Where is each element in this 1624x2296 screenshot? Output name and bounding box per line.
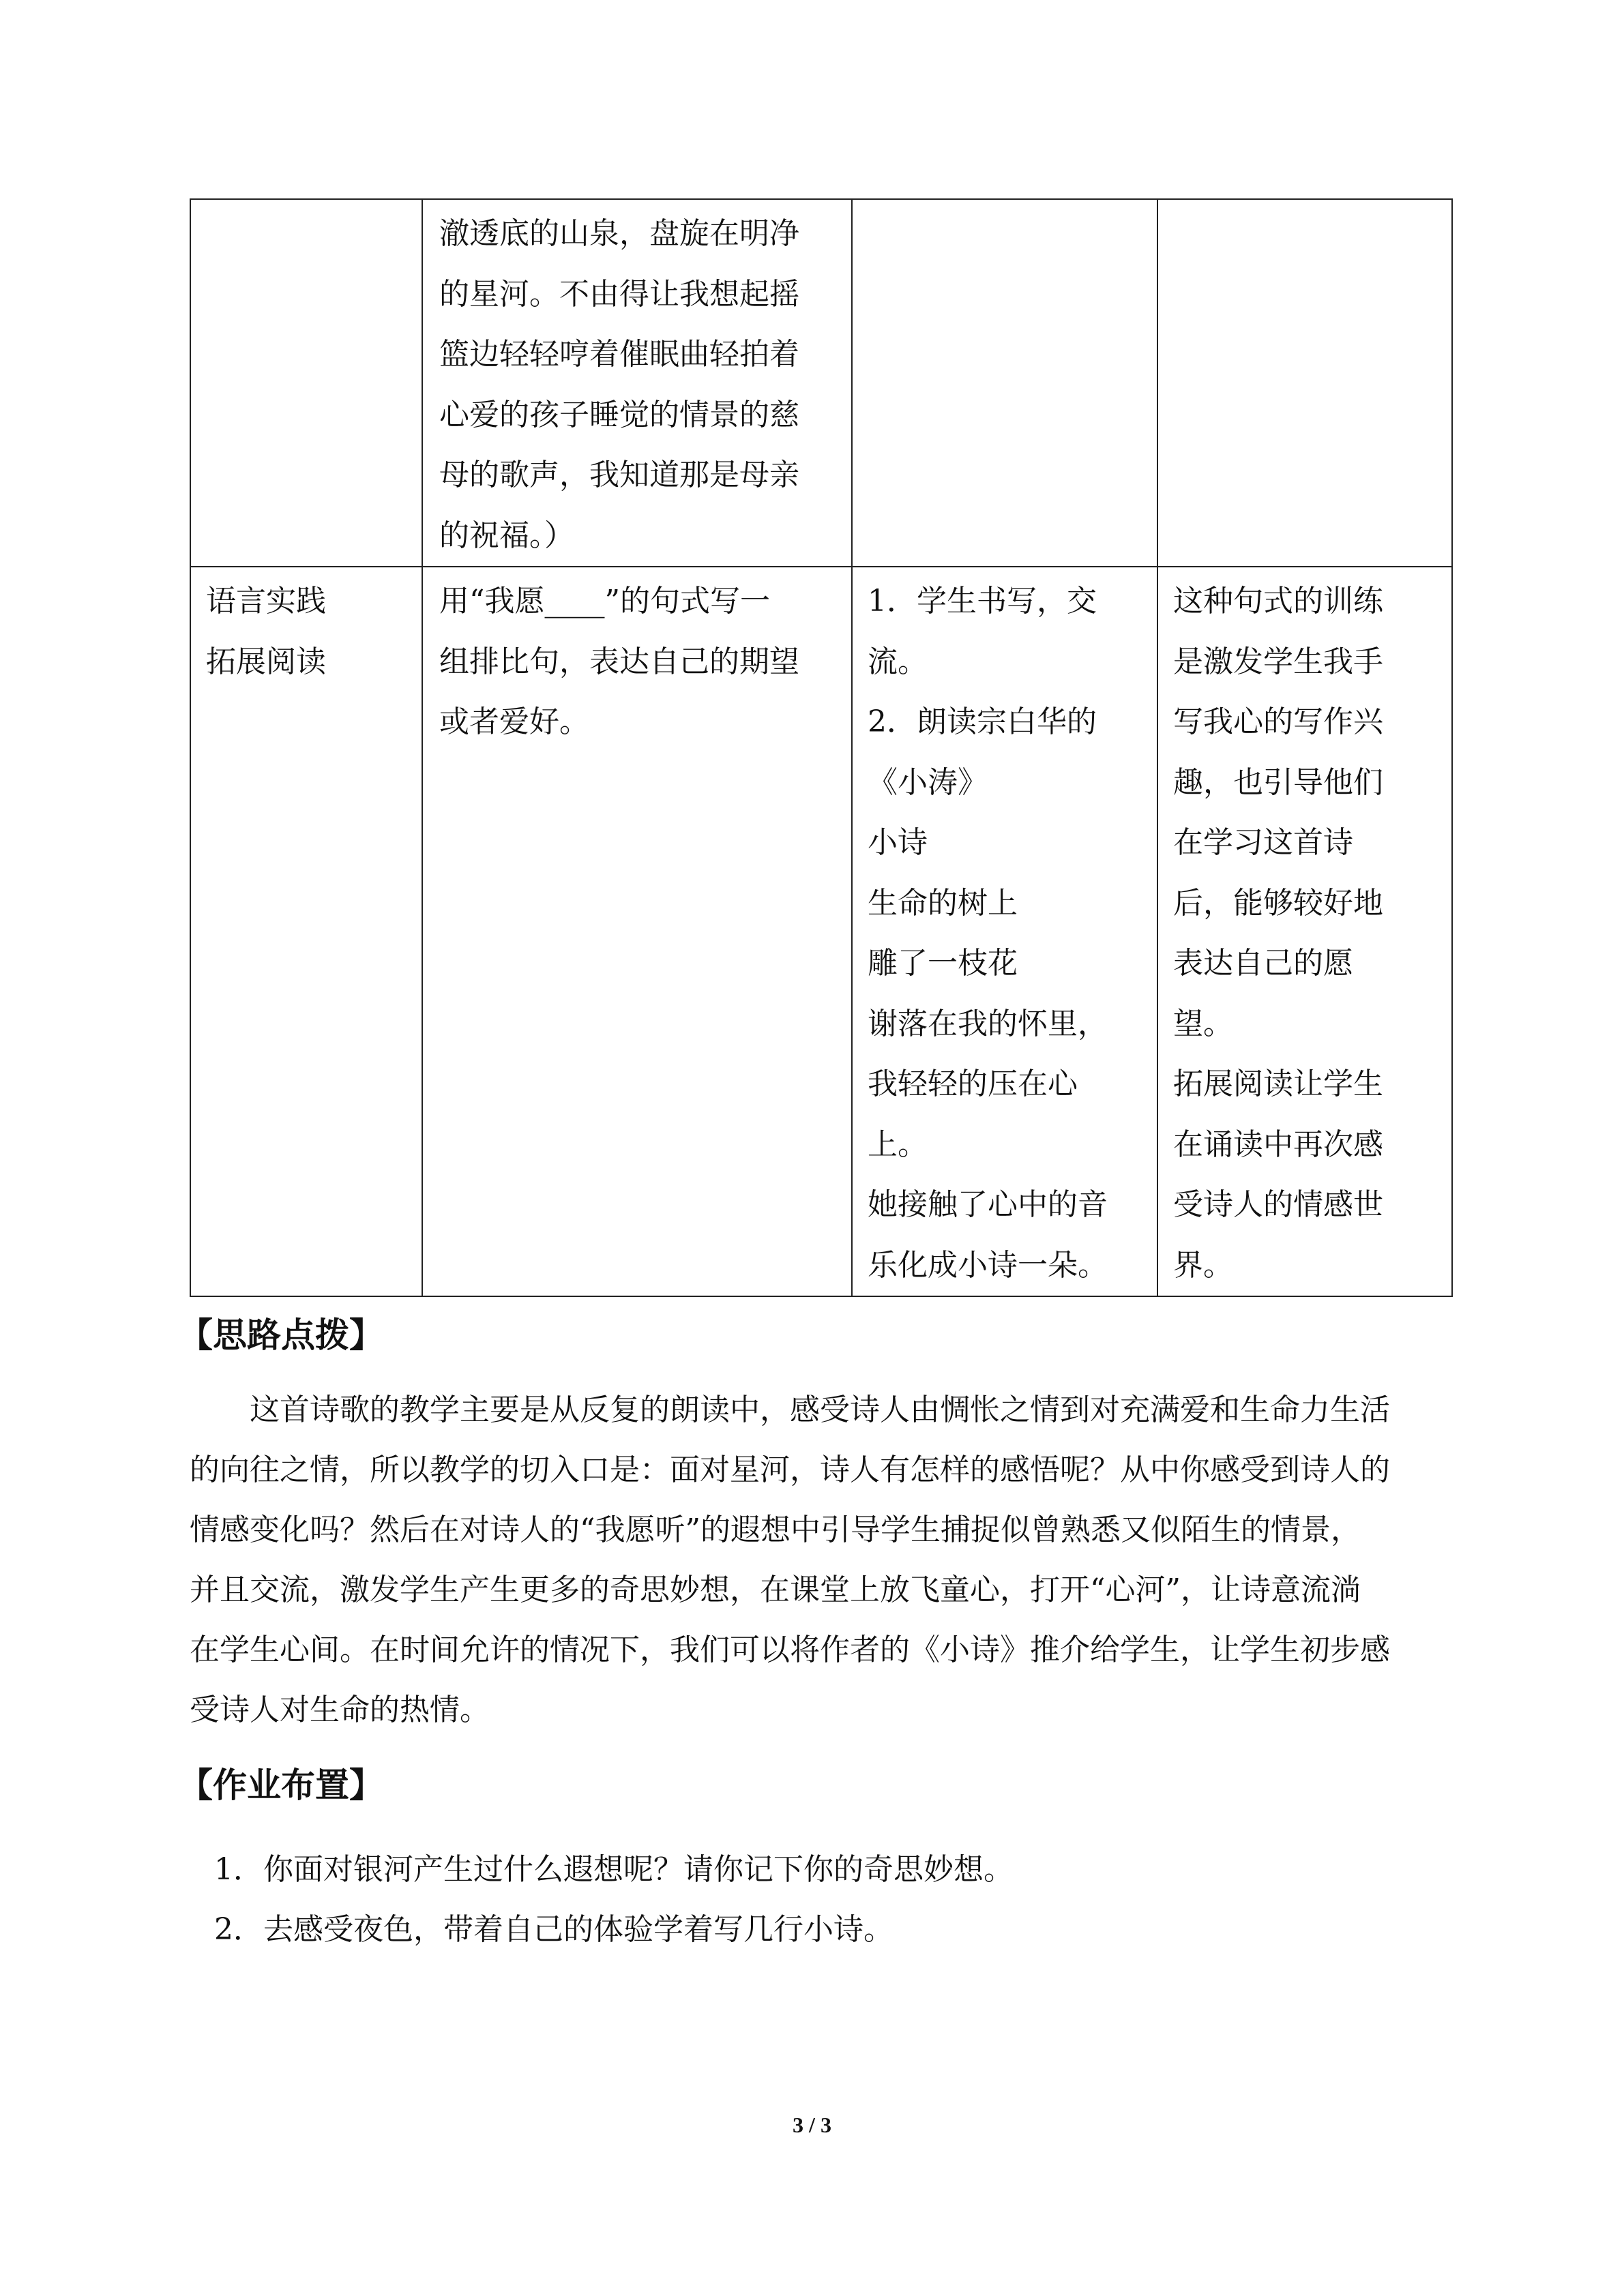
cell-line: 受诗人的情感世: [1173, 1187, 1383, 1222]
cell-line: 的星河。不由得让我想起摇: [439, 276, 799, 312]
paragraph-line: 并且交流，激发学生产生更多的奇思妙想，在课堂上放飞童心，打开“心河”，让诗意流淌: [190, 1572, 1361, 1607]
cell-line: 雕了一枝花: [868, 946, 1018, 981]
cell-line: 流。: [868, 644, 928, 679]
cell-line: 组排比句，表达自己的期望: [439, 644, 799, 679]
paragraph: [190, 1380, 1486, 1740]
cell-line: 望。: [1173, 1006, 1233, 1041]
cell-lines: [423, 200, 851, 566]
cell-line: 用“我愿____”的句式写一: [439, 584, 770, 618]
cell-line: 《小涛》: [868, 764, 988, 800]
cell-lines: [853, 200, 1157, 204]
cell-line: 生命的树上: [868, 885, 1018, 921]
cell-line: 我轻轻的压在心: [868, 1067, 1078, 1101]
page-number: 3 / 3: [793, 2113, 831, 2137]
cell-line: 表达自己的愿: [1173, 946, 1353, 981]
cell-lines: [191, 200, 422, 204]
cell-line: 写我心的写作兴: [1173, 704, 1383, 739]
cell-line: 拓展阅读: [206, 644, 326, 679]
paragraph-line: 情感变化吗？然后在对诗人的“我愿听”的遐想中引导学生捕捉似曾熟悉又似陌生的情景，: [190, 1512, 1361, 1547]
table-row: [190, 567, 1452, 1296]
cell-line: 或者爱好。: [439, 704, 589, 739]
cell-lines: [191, 567, 422, 692]
paragraph-line: 受诗人对生命的热情。: [190, 1693, 490, 1727]
cell-line: 1．学生书写，交: [868, 584, 1097, 618]
cell-line: 拓展阅读让学生: [1173, 1067, 1383, 1101]
cell-line: 上。: [868, 1127, 928, 1162]
cell-line: 2．朗读宗白华的: [868, 704, 1097, 739]
table-cell: [422, 199, 852, 567]
cell-line: 趣，也引导他们: [1173, 764, 1383, 800]
cell-line: 界。: [1173, 1247, 1233, 1283]
cell-lines: [1158, 567, 1451, 1296]
table-cell: [852, 199, 1157, 567]
cell-line: 语言实践: [206, 584, 326, 618]
cell-line: 篮边轻轻哼着催眠曲轻拍着: [439, 337, 799, 372]
cell-line: 是激发学生我手: [1173, 644, 1383, 679]
cell-lines: [1158, 200, 1451, 204]
cell-line: 谢落在我的怀里，: [868, 1006, 1108, 1041]
cell-line: 母的歌声，我知道那是母亲: [439, 458, 799, 492]
cell-line: 后，能够较好地: [1173, 885, 1383, 921]
homework-item: 1．你面对银河产生过什么遐想呢？请你记下你的奇思妙想。: [214, 1852, 1014, 1887]
table-row: [190, 199, 1452, 567]
table-cell: [422, 567, 852, 1296]
homework-item: 2．去感受夜色，带着自己的体验学着写几行小诗。: [214, 1912, 894, 1947]
lesson-plan-table: [190, 198, 1453, 1297]
paragraph-line: 的向往之情，所以教学的切入口是：面对星河，诗人有怎样的感悟呢？从中你感受到诗人的: [190, 1452, 1390, 1487]
cell-line: 乐化成小诗一朵。: [868, 1247, 1108, 1283]
table-cell: [190, 199, 422, 567]
table-cell: [852, 567, 1157, 1296]
table-cell: [1157, 567, 1452, 1296]
section-heading: 【作业布置】: [179, 1765, 383, 1805]
cell-lines: [853, 567, 1157, 1296]
table-cell: [190, 567, 422, 1296]
cell-line: 这种句式的训练: [1173, 584, 1383, 618]
cell-line: 的祝福。）: [439, 518, 574, 553]
cell-line: 在诵读中再次感: [1173, 1127, 1383, 1162]
section-heading: 【思路点拨】: [179, 1315, 383, 1355]
cell-line: 她接触了心中的音: [868, 1187, 1108, 1222]
table-cell: [1157, 199, 1452, 567]
cell-line: 在学习这首诗: [1173, 825, 1353, 860]
cell-line: 心爱的孩子睡觉的情景的慈: [439, 397, 799, 432]
cell-line: 小诗: [868, 825, 928, 860]
cell-lines: [423, 567, 851, 753]
paragraph-line: 这首诗歌的教学主要是从反复的朗读中，感受诗人由惆怅之情到对充满爱和生命力生活: [190, 1392, 1390, 1427]
paragraph-line: 在学生心间。在时间允许的情况下，我们可以将作者的《小诗》推介给学生，让学生初步感: [190, 1632, 1390, 1667]
cell-line: 澈透底的山泉，盘旋在明净: [439, 216, 799, 251]
